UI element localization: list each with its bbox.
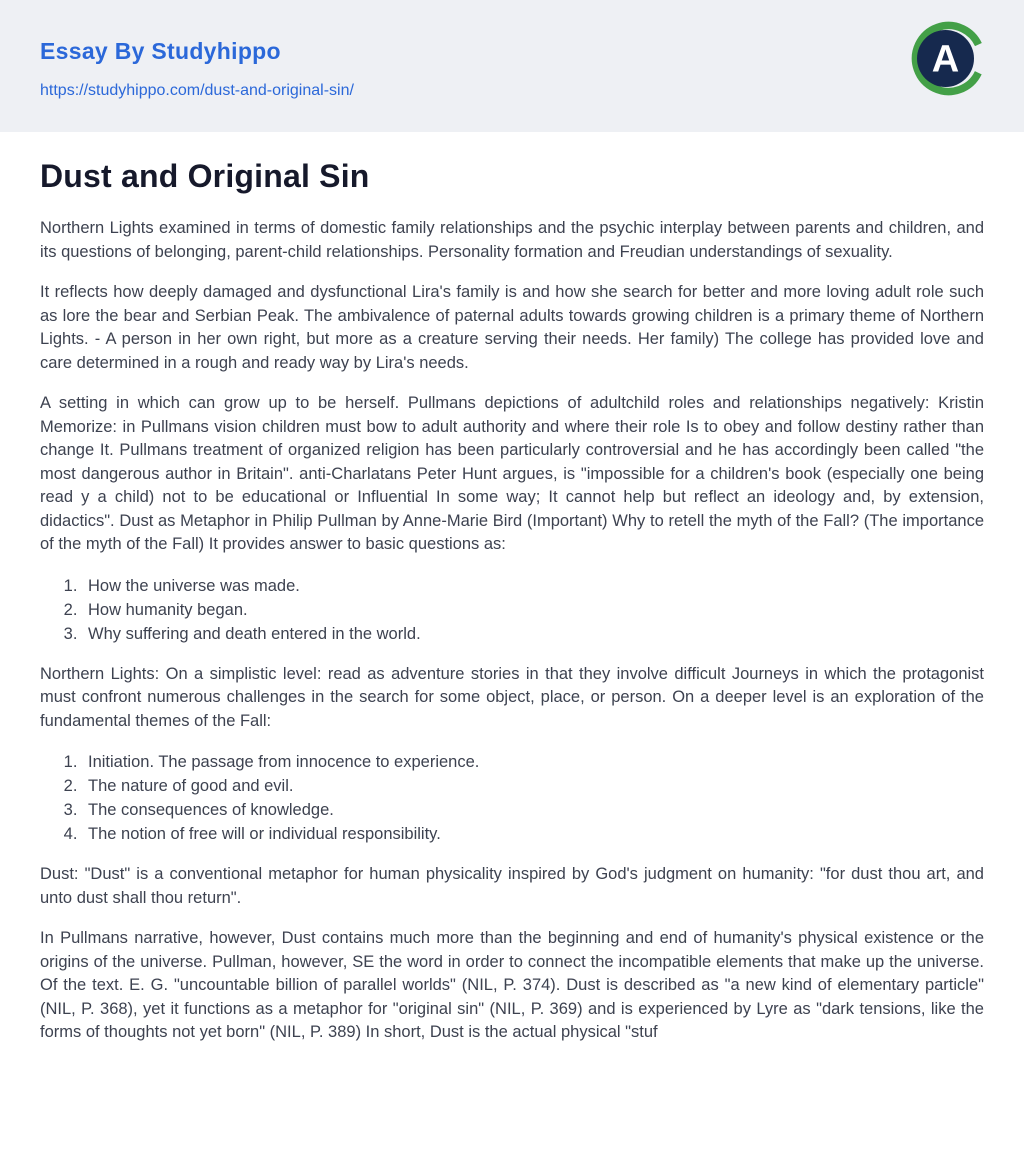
list-item: 2. How humanity began. xyxy=(82,598,984,622)
list-item: 1. How the universe was made. xyxy=(82,574,984,598)
list-item: 4. The notion of free will or individual responsibility. xyxy=(82,822,984,846)
essay-paragraph-1: Northern Lights examined in terms of domestic family relationships and the psychic interplay between parents and children, and its questions of belonging, parent-child relationships. Personality formation and Freudian understandings of sexuality. xyxy=(40,219,984,261)
essay-paragraph-5: Dust: "Dust" is a conventional metaphor for human physicality inspired by God's judgment on humanity: "for dust thou art, and unto dust shall thou return". xyxy=(40,865,984,907)
page-header xyxy=(0,0,1024,132)
essay-title: Dust and Original Sin xyxy=(40,158,370,194)
list-item: 2. The nature of good and evil. xyxy=(82,774,984,798)
essay-paragraph-4: Northern Lights: On a simplistic level: read as adventure stories in that they involve difficult Journeys in which the protagonist must confront numerous challenges in the search for some object, place, or person. On a deeper level is an exploration of the fundamental themes of the Fall: xyxy=(40,664,984,730)
essay-paragraph-2: It reflects how deeply damaged and dysfunctional Lira's family is and how she search for better and more loving adult role such as lore the bear and Serbian Peak. The ambivalence of paternal adults towards growing children is a primary theme of Northern Lights. - A person in her own right, but more as a creature serving their needs. Her family) The college has provided love and care determined in a rough and ready way by Lira's needs. xyxy=(40,283,984,372)
essay-paragraph-6: In Pullmans narrative, however, Dust contains much more than the beginning and end of humanity's physical existence or the origins of the universe. Pullman, however, SE the word in order to connect the incompatible elements that make up the universe. Of the text. E. G. "uncountable billion of parallel worlds" (NIL, P. 374). Dust is described as "a new kind of elementary particle" (NIL, P. 368), yet it functions as a metaphor for "original sin" (NIL, P. 369) and is experienced by Lyre as "dark tensions, like the forms of thoughts not yet born" (NIL, P. 389) In short, Dust is the actual physical "stuf xyxy=(40,929,984,1041)
essay-list-questions xyxy=(40,574,984,646)
essay-content xyxy=(0,132,1024,1102)
logo-letter: A xyxy=(931,38,960,81)
studyhippo-logo[interactable] xyxy=(911,21,986,96)
essay-url-link[interactable]: https://studyhippo.com/dust-and-original-sin/ xyxy=(40,82,354,99)
studyhippo-logo-icon xyxy=(911,21,986,96)
essay-list-themes xyxy=(40,750,984,846)
list-item: 3. Why suffering and death entered in the world. xyxy=(82,622,984,646)
brand-link[interactable]: Essay By Studyhippo xyxy=(40,38,281,64)
essay-paragraph-3: A setting in which can grow up to be herself. Pullmans depictions of adultchild roles and relationships negatively: Kristin Memorize: in Pullmans vision children must bow to adult authority and where their role Is to obey and follow destiny rather than change It. Pullmans treatment of organized religion has been particularly controversial and he has accordingly been called "the most dangerous author in Britain". anti-Charlatans Peter Hunt argues, is "impossible for a children's book (especially one being read y a child) not to be educational or Influential In some way; It cannot help but reflect an ideology and, by extension, didactics". Dust as Metaphor in Philip Pullman by Anne-Marie Bird (Important) Why to retell the myth of the Fall? (The importance of the myth of the Fall) It provides answer to basic questions as: xyxy=(40,394,984,553)
list-item: 1. Initiation. The passage from innocence to experience. xyxy=(82,750,984,774)
list-item: 3. The consequences of knowledge. xyxy=(82,798,984,822)
